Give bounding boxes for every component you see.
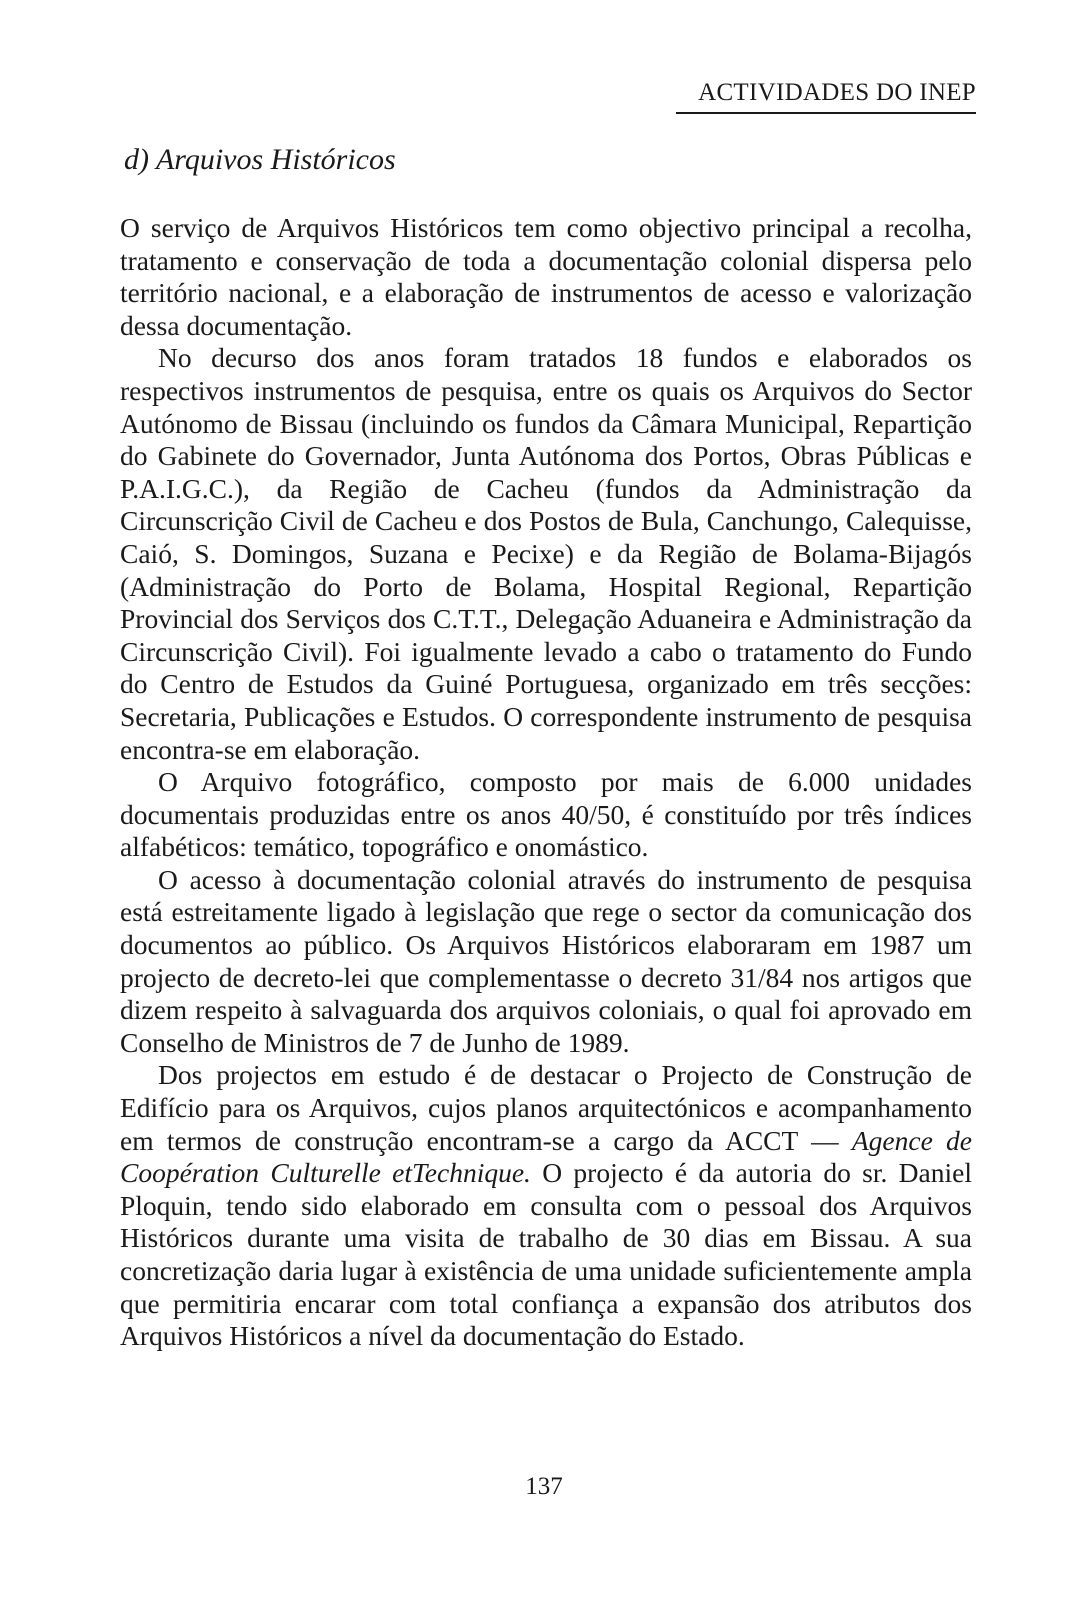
paragraph-text: O projecto é da autoria do sr. Daniel Ploquin, tendo sido elaborado em consulta com o pessoal dos Arquivos Históricos durante uma visita de trabalho de 30 dias em Bissau. A sua concretização daria lugar à existência de uma unidade suficientemente ampla que permitiria encarar com total confiança a expansão dos atributos dos Arquivos Históricos a nível da documentação do Estado. <box>120 1157 972 1352</box>
paragraph: O Arquivo fotográfico, composto por mais de 6.000 unidades documentais produzidas entre os anos 40/50, é constituído por três índices alfabéticos: temático, topográfico e onomástico. <box>120 766 972 863</box>
page-number: 137 <box>525 1473 563 1500</box>
section-heading: d) Arquivos Históricos <box>124 143 396 176</box>
paragraph: No decurso dos anos foram tratados 18 fundos e elaborados os respectivos instrumentos de pesquisa, entre os quais os Arquivos do Sector Autónomo de Bissau (incluindo os fundos da Câmara Municipal, Repartição do Gabinete do Governador, Junta Autónoma dos Portos, Obras Públicas e P.A.I.G.C.), da Região de Cacheu (fundos da Administração da Circunscrição Civil de Cacheu e dos Postos de Bula, Canchungo, Calequisse, Caió, S. Domingos, Suzana e Pecixe) e da Região de Bolama-Bijagós (Administração do Porto de Bolama, Hospital Regional, Repartição Provincial dos Serviços dos C.T.T., Delegação Aduaneira e Administração da Circunscrição Civil). Foi igualmente levado a cabo o tratamento do Fundo do Centro de Estudos da Guiné Portuguesa, organizado em três secções: Secretaria, Publicações e Estudos. O correspondente instrumento de pesquisa encontra-se em elaboração. <box>120 342 972 765</box>
organization-name: Agence de Coopération Culturelle etTechnique. <box>120 1124 972 1189</box>
paragraph-text: Dos projectos em estudo é de destacar o Projecto de Construção de Edifício para os Arquivos, cujos planos arquitectónicos e acompanhamento em termos de construção encontram-se a cargo da ACCT — <box>120 1059 972 1156</box>
paragraph-last <box>120 1059 972 1352</box>
running-header: ACTIVIDADES DO INEP <box>676 78 976 114</box>
paragraph: O serviço de Arquivos Históricos tem como objectivo principal a recolha, tratamento e conservação de toda a documentação colonial dispersa pelo território nacional, e a elaboração de instrumentos de acesso e valorização dessa documentação. <box>120 212 972 341</box>
body-text <box>120 212 972 1353</box>
paragraph: O acesso à documentação colonial através do instrumento de pesquisa está estreitamente ligado à legislação que rege o sector da comunicação dos documentos ao público. Os Arquivos Históricos elaboraram em 1987 um projecto de decreto-lei que complementasse o decreto 31/84 nos artigos que dizem respeito à salvaguarda dos arquivos coloniais, o qual foi aprovado em Conselho de Ministros de 7 de Junho de 1989. <box>120 863 972 1058</box>
